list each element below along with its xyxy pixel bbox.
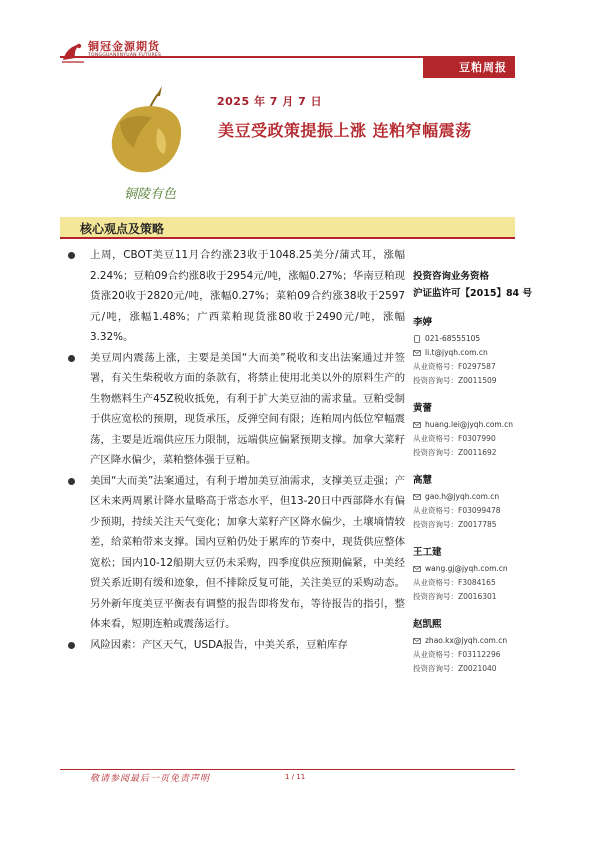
consult-number: 投资咨询号：Z0016301 — [413, 592, 497, 601]
bullet-dot-icon — [68, 642, 75, 649]
license-line: 沪证监许可【2015】84 号 — [413, 288, 532, 299]
analyst-name: 赵凯熙 — [413, 619, 442, 630]
practice-number: 从业资格号：F0307990 — [413, 434, 496, 443]
footer-divider — [60, 769, 515, 770]
footer-disclaimer[interactable]: 敬请参阅最后一页免责声明 — [90, 774, 211, 784]
analyst-email[interactable]: li.t@jyqh.com.cn — [425, 348, 488, 357]
consult-number: 投资咨询号：Z0011692 — [413, 448, 497, 457]
key-point-item — [60, 348, 405, 471]
analyst-card — [413, 472, 523, 532]
email-icon — [413, 421, 421, 429]
key-point-text: 上周，CBOT美豆11月合约涨23收于1048.25美分/蒲式耳，涨幅2.24%；豆粕09合约涨8收于2954元/吨，涨幅0.27%；华南豆粕现货涨20收于2820元/吨，涨幅0.27%；菜粕09合约涨38收于2597元/吨，涨幅1.48%；广西菜粕现货涨80收于2490元/吨，涨幅3.32%。 — [90, 249, 405, 343]
emblem-icon — [100, 82, 200, 207]
analyst-name: 黄蕾 — [413, 403, 433, 414]
emblem-caption: 铜陵有色 — [123, 187, 177, 202]
analyst-card — [413, 544, 523, 604]
email-icon — [413, 493, 421, 501]
practice-number: 从业资格号：F0297587 — [413, 362, 496, 371]
report-date: 2025 年 7 月 7 日 — [217, 95, 323, 108]
analyst-card — [413, 400, 523, 460]
key-point-text: 美豆周内震荡上涨，主要是美国“大而美”税收和支出法案通过并签署，有关生柴税收方面的条款有，将禁止使用北美以外的原料生产的生物燃料生产45Z税收抵免，有利于扩大美豆油的需求量。豆粕受制于供应宽松的预期，现货承压，反弹空间有限；连粕周内低位窄幅震荡，主要是近端供应压力限制，远端供应偏紧预期支撑。加拿大菜籽产区降水偏少，菜粕整体强于豆粕。 — [90, 351, 405, 466]
consult-number: 投资咨询号：Z0017785 — [413, 520, 497, 529]
key-point-item — [60, 245, 405, 348]
analyst-phone: 021-68555105 — [425, 334, 481, 343]
bullet-dot-icon — [68, 478, 75, 485]
analyst-card — [413, 314, 523, 388]
company-logo — [60, 40, 161, 64]
report-title: 美豆受政策提振上涨 连粕窄幅震荡 — [218, 121, 472, 140]
practice-number: 从业资格号：F03112296 — [413, 650, 501, 659]
analyst-name: 高慧 — [413, 475, 433, 486]
logo-mark-icon — [60, 40, 86, 64]
practice-number: 从业资格号：F3084165 — [413, 578, 496, 587]
key-point-item — [60, 635, 405, 656]
key-point-item — [60, 471, 405, 635]
consult-number: 投资咨询号：Z0011509 — [413, 376, 497, 385]
section-title: 核心观点及策略 — [80, 222, 165, 236]
analyst-email[interactable]: zhao.kx@jyqh.com.cn — [425, 636, 508, 645]
company-name-cn: 铜冠金源期货 — [88, 40, 160, 53]
practice-number: 从业资格号：F03099478 — [413, 506, 501, 515]
analyst-name: 王工建 — [413, 547, 442, 558]
email-icon — [413, 637, 421, 645]
analyst-email[interactable]: wang.gj@jyqh.com.cn — [425, 564, 508, 573]
report-type-badge: 豆粕周报 — [423, 58, 515, 78]
bullet-dot-icon — [68, 355, 75, 362]
bullet-dot-icon — [68, 252, 75, 259]
analyst-email[interactable]: huang.lei@jyqh.com.cn — [425, 420, 513, 429]
key-point-text: 风险因素：产区天气，USDA报告，中美关系，豆粕库存 — [90, 638, 348, 651]
consult-number: 投资咨询号：Z0021040 — [413, 664, 497, 673]
analyst-email[interactable]: gao.h@jyqh.com.cn — [425, 492, 500, 501]
phone-icon — [413, 335, 421, 343]
qualification-line: 投资咨询业务资格 — [413, 271, 490, 282]
email-icon — [413, 565, 421, 573]
key-point-text: 美国“大而美”法案通过，有利于增加美豆油需求，支撑美豆走强；产区未来两周累计降水量略高于常态水平，但13-20日中西部降水有偏少预期，持续关注天气变化；加拿大菜籽产区降水偏少，土壤墒情较差，给菜粕带来支撑。国内豆粕仍处于累库的节奏中，现货供应整体宽松；国内10-12船期大豆仍未采购，四季度供应预期偏紧，中美经贸关系近期有缓和迹象，但不排除反复可能，关注美豆的采购动态。另外新年度美豆平衡表有调整的报告即将发布，等待报告的指引，整体来看，短期连粕或震荡运行。 — [90, 474, 405, 630]
page-number: 1 / 11 — [285, 773, 306, 781]
analyst-name: 李婷 — [413, 317, 433, 328]
key-points-list — [60, 245, 405, 655]
email-icon — [413, 349, 421, 357]
analyst-card — [413, 616, 523, 676]
analyst-sidebar — [413, 268, 532, 676]
